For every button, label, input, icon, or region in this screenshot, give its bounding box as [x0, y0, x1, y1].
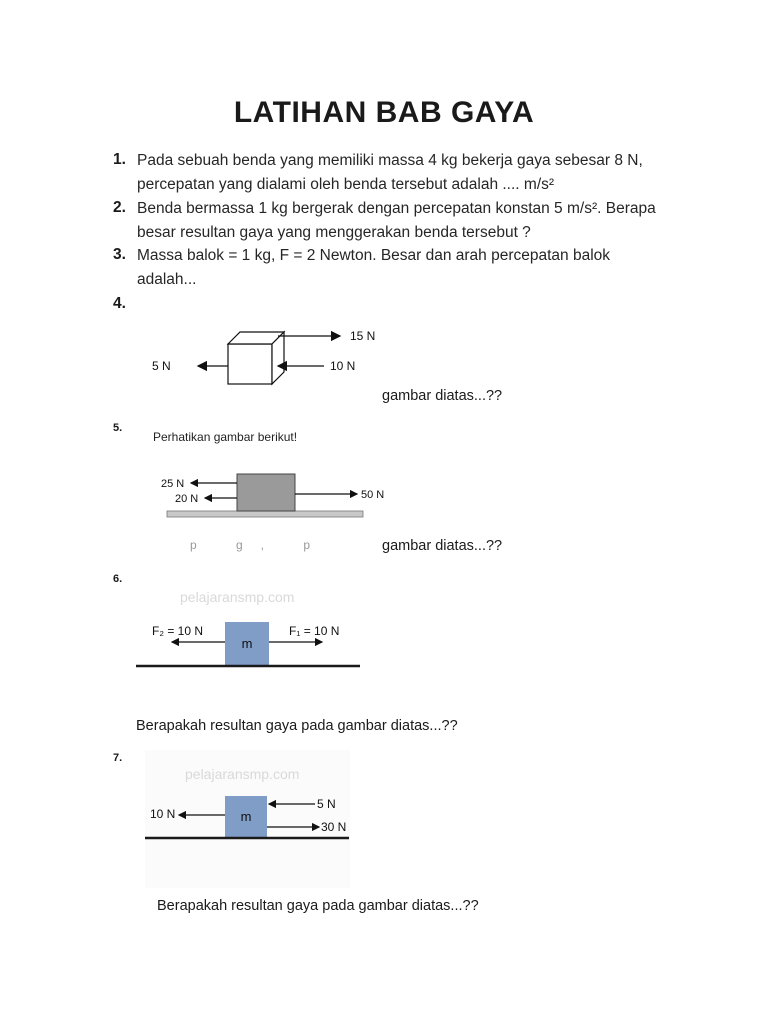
label-5n: 5 N: [317, 797, 336, 811]
watermark-6: pelajaransmp.com: [180, 589, 295, 605]
question-7-caption: Berapakah resultan gaya pada gambar diatas...??: [157, 898, 479, 914]
figure-6-force-diagram: [134, 615, 364, 675]
label-25n: 25 N: [161, 478, 185, 490]
label-50n: 50 N: [361, 489, 385, 501]
question-3-number: 3.: [113, 246, 126, 263]
gray-block: [237, 474, 295, 511]
label-30n: 30 N: [321, 820, 347, 834]
question-6-number: 6.: [113, 573, 123, 585]
label-f2: F₂ = 10 N: [152, 624, 204, 638]
question-1-line-2: percepatan yang dialami oleh benda tersebut adalah .... m/s²: [137, 176, 555, 193]
figure-7-force-diagram: [143, 790, 355, 850]
label-10n: 10 N: [150, 807, 176, 821]
question-2-line-1: Benda bermassa 1 kg bergerak dengan percepatan konstan 5 m/s². Berapa: [137, 200, 656, 217]
mass-label: m: [240, 809, 252, 824]
question-5-fragment: p ɡ, p: [190, 538, 329, 552]
figure-4-force-diagram: [140, 320, 390, 392]
question-3-line-2: adalah...: [137, 271, 197, 288]
question-1-text: [137, 149, 643, 197]
label-10n: 10 N: [330, 359, 356, 373]
question-2-number: 2.: [113, 199, 126, 216]
label-f1: F₁ = 10 N: [289, 624, 340, 638]
cube-block: [228, 332, 284, 384]
question-1-number: 1.: [113, 151, 126, 168]
question-3-line-1: Massa balok = 1 kg, F = 2 Newton. Besar dan arah percepatan balok: [137, 247, 611, 264]
question-6-caption: Berapakah resultan gaya pada gambar diatas...??: [136, 718, 458, 734]
question-1-line-1: Pada sebuah benda yang memiliki massa 4 kg bekerja gaya sebesar 8 N,: [137, 152, 643, 169]
question-4-number: 4.: [113, 295, 126, 312]
question-2-line-2: besar resultan gaya yang menggerakan benda tersebut ?: [137, 224, 531, 241]
question-5-number: 5.: [113, 422, 123, 434]
figure-5-header: Perhatikan gambar berikut!: [153, 430, 298, 444]
question-3-text: [137, 244, 610, 292]
question-5-caption: ɡambar diatas...??: [382, 538, 503, 554]
watermark-7: pelajaransmp.com: [185, 766, 300, 782]
label-5n: 5 N: [152, 359, 171, 373]
question-7-number: 7.: [113, 752, 123, 764]
label-15n: 15 N: [350, 329, 376, 343]
floor-surface: [167, 511, 363, 517]
mass-label: m: [241, 636, 253, 651]
figure-5-force-diagram: [155, 465, 385, 525]
question-2-text: [137, 197, 656, 245]
page-title: LATIHAN BAB GAYA: [233, 96, 535, 129]
label-20n: 20 N: [175, 493, 199, 505]
question-4-caption: ɡambar diatas...??: [382, 388, 503, 404]
